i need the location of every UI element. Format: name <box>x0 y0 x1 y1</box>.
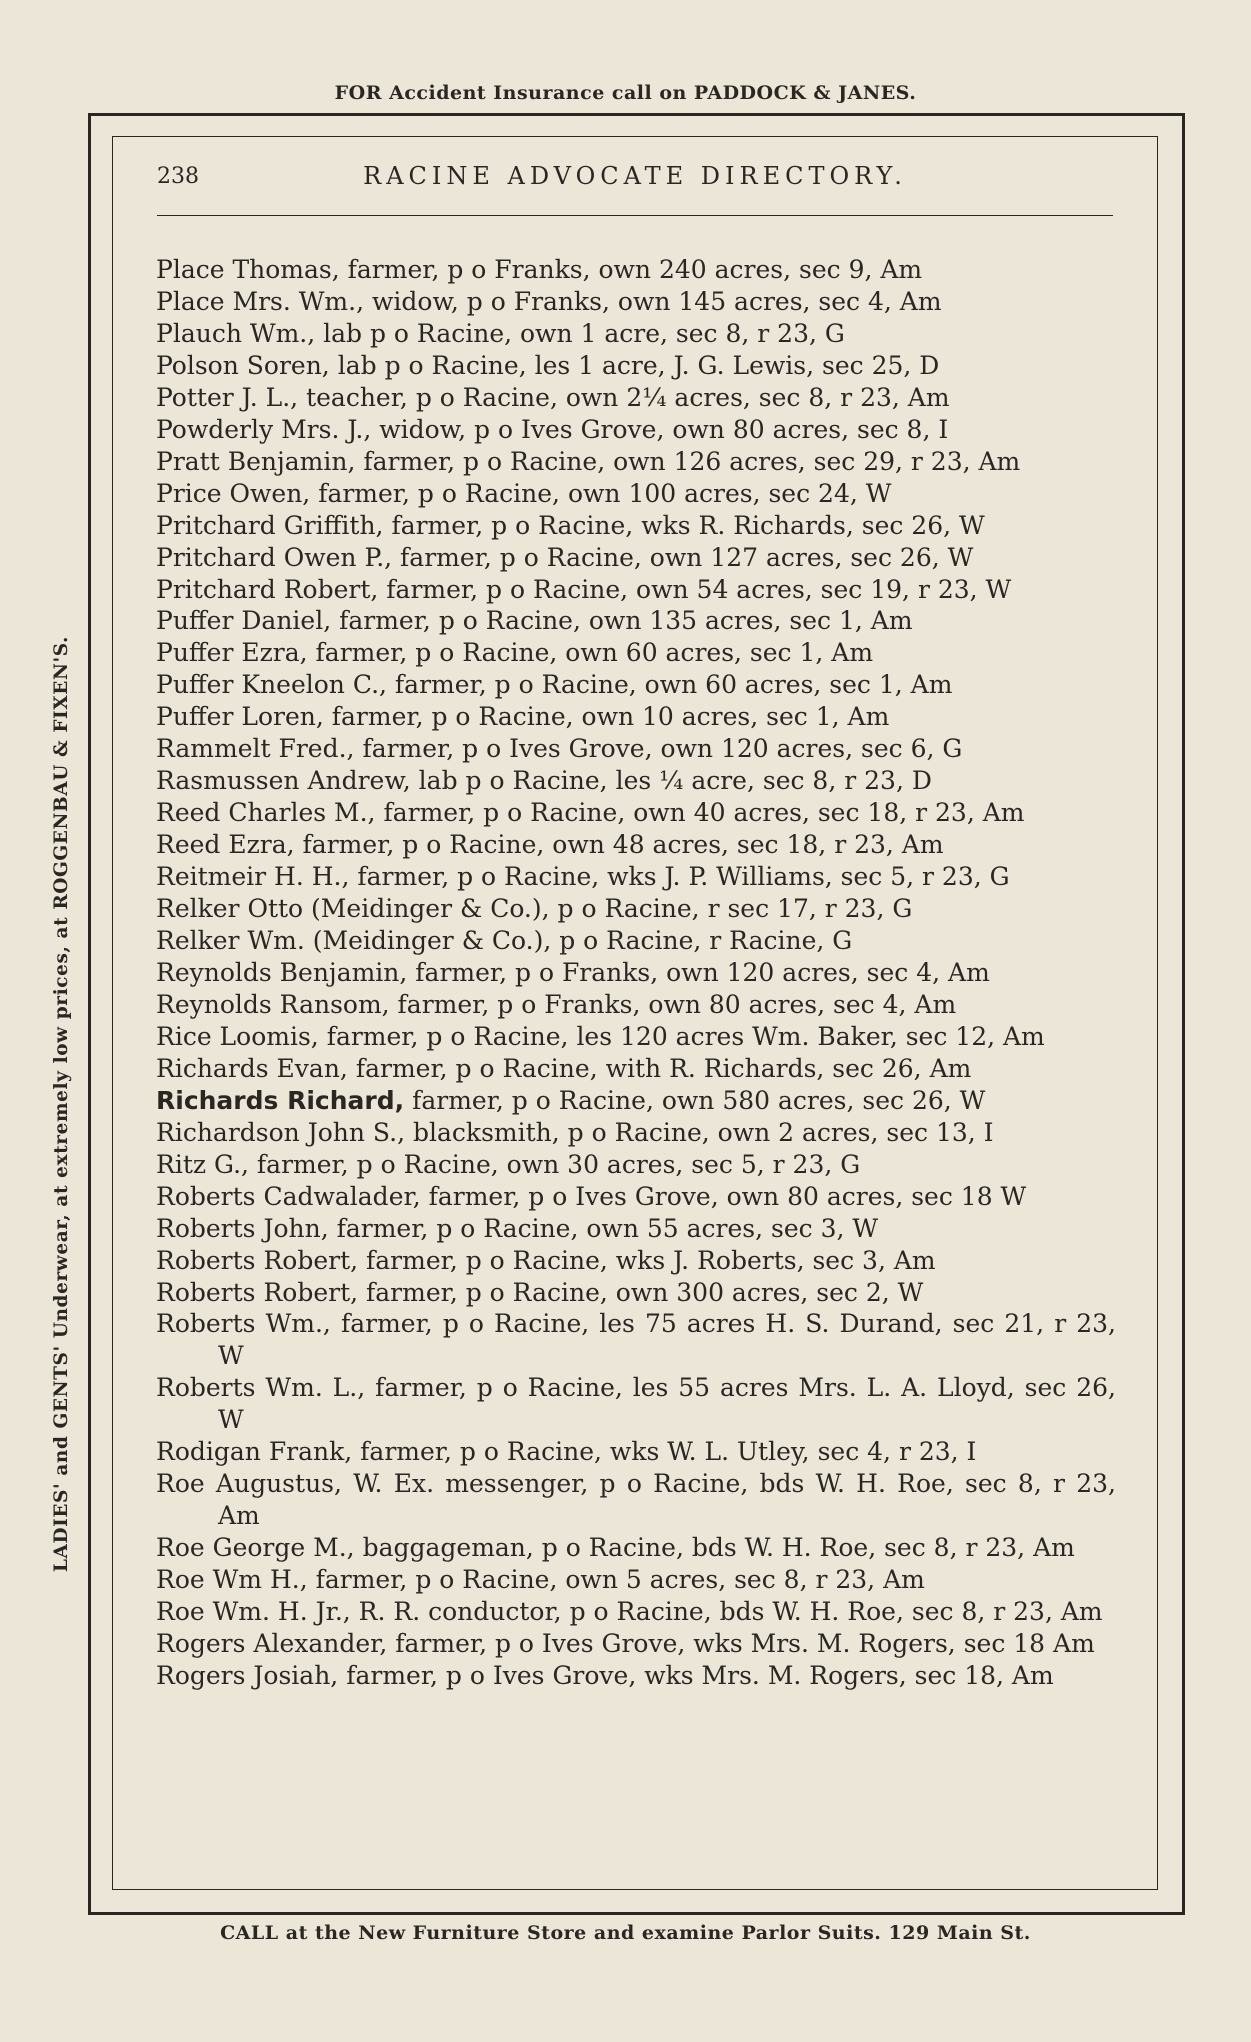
page-number: 238 <box>157 164 199 189</box>
entry-details: farmer, p o Racine, own 55 acres, sec 3, W <box>328 1213 879 1243</box>
entry-name: Reed Ezra, <box>156 830 295 860</box>
entry-details: widow, p o Franks, own 145 acres, sec 4, Am <box>364 286 942 316</box>
entry-name: Roe Augustus, <box>156 1469 342 1499</box>
directory-entry <box>156 797 1116 829</box>
page-title: RACINE ADVOCATE DIRECTORY. <box>363 162 907 190</box>
entry-name: Richards Richard, <box>156 1085 405 1115</box>
entry-details: farmer, p o Racine, own 300 acres, sec 2, W <box>358 1277 924 1307</box>
entry-name: Rasmussen Andrew, <box>156 766 411 796</box>
directory-entry <box>156 446 1116 478</box>
entry-name: Plauch Wm., <box>156 318 316 348</box>
entry-details: farmer, p o Racine, own 60 acres, sec 1, Am <box>386 670 953 700</box>
directory-entry <box>156 382 1116 414</box>
entry-details: farmer, p o Ives Grove, wks Mrs. M. Rogers, sec 18 Am <box>387 1628 1095 1658</box>
entry-details: farmer, p o Racine, own 10 acres, sec 1, Am <box>323 702 890 732</box>
entry-details: farmer, p o Racine, wks R. Richards, sec 26, W <box>383 510 985 540</box>
entry-details: farmer, p o Racine, own 126 acres, sec 29, r 23, Am <box>355 446 1021 476</box>
directory-entry <box>156 1372 1116 1436</box>
entry-details: farmer, p o Racine, wks J. P. Williams, sec 5, r 23, G <box>349 862 1010 892</box>
directory-entry <box>156 1564 1116 1596</box>
entry-name: Polson Soren, <box>156 350 330 380</box>
directory-entry <box>156 1436 1116 1468</box>
directory-entry <box>156 510 1116 542</box>
entry-details: farmer, p o Franks, own 120 acres, sec 4, Am <box>407 957 990 987</box>
directory-entry <box>156 1245 1116 1277</box>
entry-name: Pratt Benjamin, <box>156 446 356 476</box>
entry-details: farmer, p o Racine, own 48 acres, sec 18, r 23, Am <box>294 830 944 860</box>
entry-name: Roberts Cadwalader, <box>156 1181 421 1211</box>
entry-details: farmer, p o Racine, wks J. Roberts, sec 3, Am <box>358 1245 936 1275</box>
directory-entry <box>156 1628 1116 1660</box>
directory-entry <box>156 989 1116 1021</box>
entry-name: Price Owen, <box>156 478 311 508</box>
directory-entry <box>156 542 1116 574</box>
directory-entry <box>156 1308 1116 1372</box>
entry-name: Roberts Wm. L., <box>156 1373 366 1403</box>
directory-entry <box>156 286 1116 318</box>
directory-entry <box>156 733 1116 765</box>
entry-details: R. R. conductor, p o Racine, bds W. H. Roe, sec 8, r 23, Am <box>350 1597 1103 1627</box>
directory-entry <box>156 1085 1116 1117</box>
directory-entry <box>156 1213 1116 1245</box>
directory-entry <box>156 1532 1116 1564</box>
entry-name: Roberts Wm., <box>156 1309 331 1339</box>
entry-name: Reynolds Benjamin, <box>156 957 408 987</box>
directory-entry <box>156 1149 1116 1181</box>
directory-entry <box>156 605 1116 637</box>
entry-name: Puffer Ezra, <box>156 638 308 668</box>
entry-name: Rice Loomis, <box>156 1021 319 1051</box>
entry-name: Place Thomas, <box>156 255 340 284</box>
entry-details: farmer, p o Racine, own 100 acres, sec 24, W <box>310 478 892 508</box>
entry-name: Rogers Alexander, <box>156 1628 388 1658</box>
entry-details: farmer, p o Racine, own 40 acres, sec 18, r 23, Am <box>375 798 1025 828</box>
entry-details: baggageman, p o Racine, bds W. H. Roe, sec 8, r 23, Am <box>354 1533 1075 1563</box>
entry-details: teacher, p o Racine, own 2¼ acres, sec 8, r 23, Am <box>298 382 950 412</box>
entry-details: farmer, p o Racine, own 60 acres, sec 1, Am <box>307 638 874 668</box>
entry-name: Roberts Robert, <box>156 1277 359 1307</box>
directory-entry <box>156 254 1116 286</box>
directory-entry <box>156 1053 1116 1085</box>
entry-name: Rammelt Fred., <box>156 734 355 764</box>
entry-details: (Meidinger & Co.), p o Racine, r Racine, G <box>304 926 853 956</box>
directory-entry <box>156 765 1116 797</box>
directory-entry <box>156 861 1116 893</box>
directory-entry <box>156 701 1116 733</box>
directory-entry <box>156 669 1116 701</box>
entry-details: lab p o Racine, own 1 acre, sec 8, r 23, G <box>315 318 845 348</box>
directory-entry <box>156 574 1116 606</box>
entry-details: farmer, p o Racine, own 30 acres, sec 5, r 23, G <box>248 1149 861 1179</box>
entry-details: farmer, p o Racine, own 580 acres, sec 26, W <box>404 1085 986 1115</box>
directory-entry <box>156 1117 1116 1149</box>
entry-details: farmer, p o Racine, with R. Richards, sec 26, Am <box>347 1053 972 1083</box>
directory-entry <box>156 1277 1116 1309</box>
entry-details: widow, p o Ives Grove, own 80 acres, sec 8, I <box>371 414 949 444</box>
page-header <box>157 160 1113 200</box>
directory-entry <box>156 1660 1116 1692</box>
entry-name: Roe George M., <box>156 1533 355 1563</box>
entry-name: Roberts John, <box>156 1213 329 1243</box>
entry-name: Roberts Robert, <box>156 1245 359 1275</box>
directory-entry <box>156 1181 1116 1213</box>
entry-name: Roe Wm. H. Jr., <box>156 1597 351 1627</box>
directory-entry <box>156 350 1116 382</box>
directory-entry <box>156 829 1116 861</box>
entry-details: W. Ex. messenger, p o Racine, bds W. H. Roe, sec 8, r 23, Am <box>218 1469 1116 1531</box>
entry-details: farmer, p o Racine, les 120 acres Wm. Baker, sec 12, Am <box>318 1021 1045 1051</box>
entry-details: farmer, p o Ives Grove, own 120 acres, sec 6, G <box>354 734 963 764</box>
entry-details: farmer, p o Franks, own 240 acres, sec 9, Am <box>339 255 923 284</box>
entry-name: Pritchard Owen P., <box>156 542 393 572</box>
directory-entry <box>156 1596 1116 1628</box>
entry-details: lab p o Racine, les 1 acre, J. G. Lewis, sec 25, D <box>329 350 940 380</box>
entry-details: (Meidinger & Co.), p o Racine, r sec 17, r 23, G <box>303 894 913 924</box>
entry-name: Puffer Kneelon C., <box>156 670 387 700</box>
directory-entry <box>156 1468 1116 1532</box>
entry-name: Reed Charles M., <box>156 798 376 828</box>
directory-entry <box>156 957 1116 989</box>
bottom-advertisement: CALL at the New Furniture Store and examine Parlor Suits. 129 Main St. <box>220 1922 1031 1944</box>
directory-entry <box>156 893 1116 925</box>
directory-entry <box>156 478 1116 510</box>
entry-name: Place Mrs. Wm., <box>156 286 365 316</box>
entry-details: farmer, p o Ives Grove, own 80 acres, sec 18 W <box>420 1181 1027 1211</box>
entry-name: Relker Otto <box>156 894 304 924</box>
entry-details: farmer, p o Franks, own 80 acres, sec 4, Am <box>389 989 957 1019</box>
entry-name: Relker Wm. <box>156 926 305 956</box>
entry-name: Reynolds Ransom, <box>156 989 390 1019</box>
entry-details: blacksmith, p o Racine, own 2 acres, sec 13, I <box>405 1117 994 1147</box>
directory-entry <box>156 925 1116 957</box>
entry-details: farmer, p o Ives Grove, wks Mrs. M. Rogers, sec 18, Am <box>338 1660 1054 1690</box>
directory-entry <box>156 318 1116 350</box>
directory-entry <box>156 637 1116 669</box>
directory-entry <box>156 1021 1116 1053</box>
entry-name: Richardson John S., <box>156 1117 406 1147</box>
entry-name: Pritchard Robert, <box>156 574 379 604</box>
entry-name: Rodigan Frank, <box>156 1437 353 1467</box>
header-divider <box>157 215 1113 216</box>
entry-details: lab p o Racine, les ¼ acre, sec 8, r 23, D <box>410 766 932 796</box>
entry-details: farmer, p o Racine, own 5 acres, sec 8, r 23, Am <box>307 1565 925 1595</box>
directory-entry <box>156 414 1116 446</box>
entry-name: Ritz G., <box>156 1149 249 1179</box>
entry-details: farmer, p o Racine, wks W. L. Utley, sec 4, r 23, I <box>352 1437 977 1467</box>
entry-name: Powderly Mrs. J., <box>156 414 372 444</box>
entry-details: farmer, p o Racine, les 55 acres Mrs. L. A. Lloyd, sec 26, W <box>218 1373 1116 1435</box>
entry-name: Pritchard Griffith, <box>156 510 384 540</box>
entry-name: Richards Evan, <box>156 1053 348 1083</box>
top-advertisement: FOR Accident Insurance call on PADDOCK & JANES. <box>334 82 917 104</box>
side-advertisement: LADIES' and GENTS' Underwear, at extremely low prices, at ROGGENBAU & FIXEN'S. <box>51 635 72 1573</box>
entry-name: Potter J. L., <box>156 382 299 412</box>
entry-details: farmer, p o Racine, own 127 acres, sec 26, W <box>392 542 974 572</box>
entry-details: farmer, p o Racine, own 54 acres, sec 19, r 23, W <box>378 574 1012 604</box>
entry-details: farmer, p o Racine, les 75 acres H. S. Durand, sec 21, r 23, W <box>218 1309 1117 1371</box>
entry-details: farmer, p o Racine, own 135 acres, sec 1, Am <box>331 606 913 636</box>
entry-name: Puffer Loren, <box>156 702 324 732</box>
entry-name: Roe Wm H., <box>156 1565 308 1595</box>
directory-entries <box>156 254 1116 1692</box>
entry-name: Rogers Josiah, <box>156 1660 339 1690</box>
entry-name: Reitmeir H. H., <box>156 862 350 892</box>
entry-name: Puffer Daniel, <box>156 606 332 636</box>
